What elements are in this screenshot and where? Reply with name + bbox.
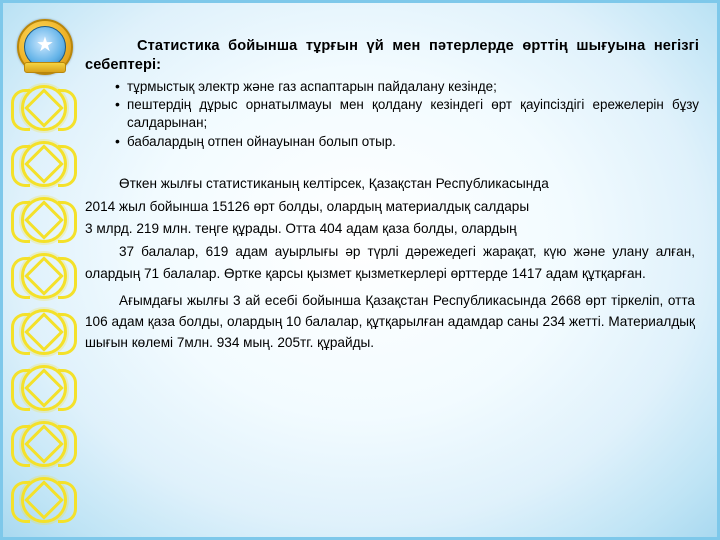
current-year-paragraph: Ағымдағы жылғы 3 ай есебі бойынша Қазақстан Республикасында 2668 өрт тіркеліп, отта 106 адам қаза болды, олардың 10 балалар, құтқарылған адамдар саны 234 жетті. Материалдық шығын көлемі 7млн. 934 мың. 205тг. құрайды. [85, 292, 695, 350]
kazakhstan-emblem-icon [17, 19, 73, 75]
list-item: • пештердің дұрыс орнатылмауы мен қолдану кезіндегі өрт қауіпсіздігі ережелерін бұзу салдарынан; [115, 96, 699, 132]
list-item: • тұрмыстық электр және газ аспаптарын пайдалану кезінде; [115, 78, 699, 96]
ornament-motif [15, 249, 73, 303]
statistics-paragraph-line-2: 2014 жыл бойынша 15126 өрт болды, олардың материалдық салдары [85, 198, 530, 214]
ornament-motif [15, 137, 73, 191]
ornament-motif [15, 81, 73, 135]
ornament-motif [15, 473, 73, 527]
statistics-paragraph-line-3: 3 млрд. 219 млн. теңге құрады. Отта 404 адам қаза болды, олардың [85, 221, 517, 237]
emblem-ribbon [24, 62, 66, 73]
slide-content [85, 37, 699, 513]
ornament-motif [15, 417, 73, 471]
ornament-motif [15, 193, 73, 247]
emblem-star-icon: ★ [36, 33, 54, 56]
statistics-paragraph-line-1: Өткен жылғы статистиканың келтірсек, Қазақстан Республикасында [119, 176, 549, 192]
ornament-motif [15, 361, 73, 415]
statistics-paragraph-line-4: 37 балалар, 619 адам ауырлығы әр түрлі дәрежедегі жарақат, күю және улану алған, олардың 71 балалар. Өртке қарсы қызмет қызметкерлері өрттерде 1417 адам құтқарған. [85, 244, 695, 281]
causes-list [85, 78, 699, 152]
ornament-motif [15, 305, 73, 359]
list-item: • бабалардың отпен ойнауынан болып отыр. [115, 133, 699, 151]
decorative-ornament-band [11, 81, 77, 531]
spacer [85, 152, 699, 174]
slide-heading: Статистика бойынша тұрғын үй мен пәтерлерде өрттің шығуына негізгі себептері: [85, 38, 699, 74]
